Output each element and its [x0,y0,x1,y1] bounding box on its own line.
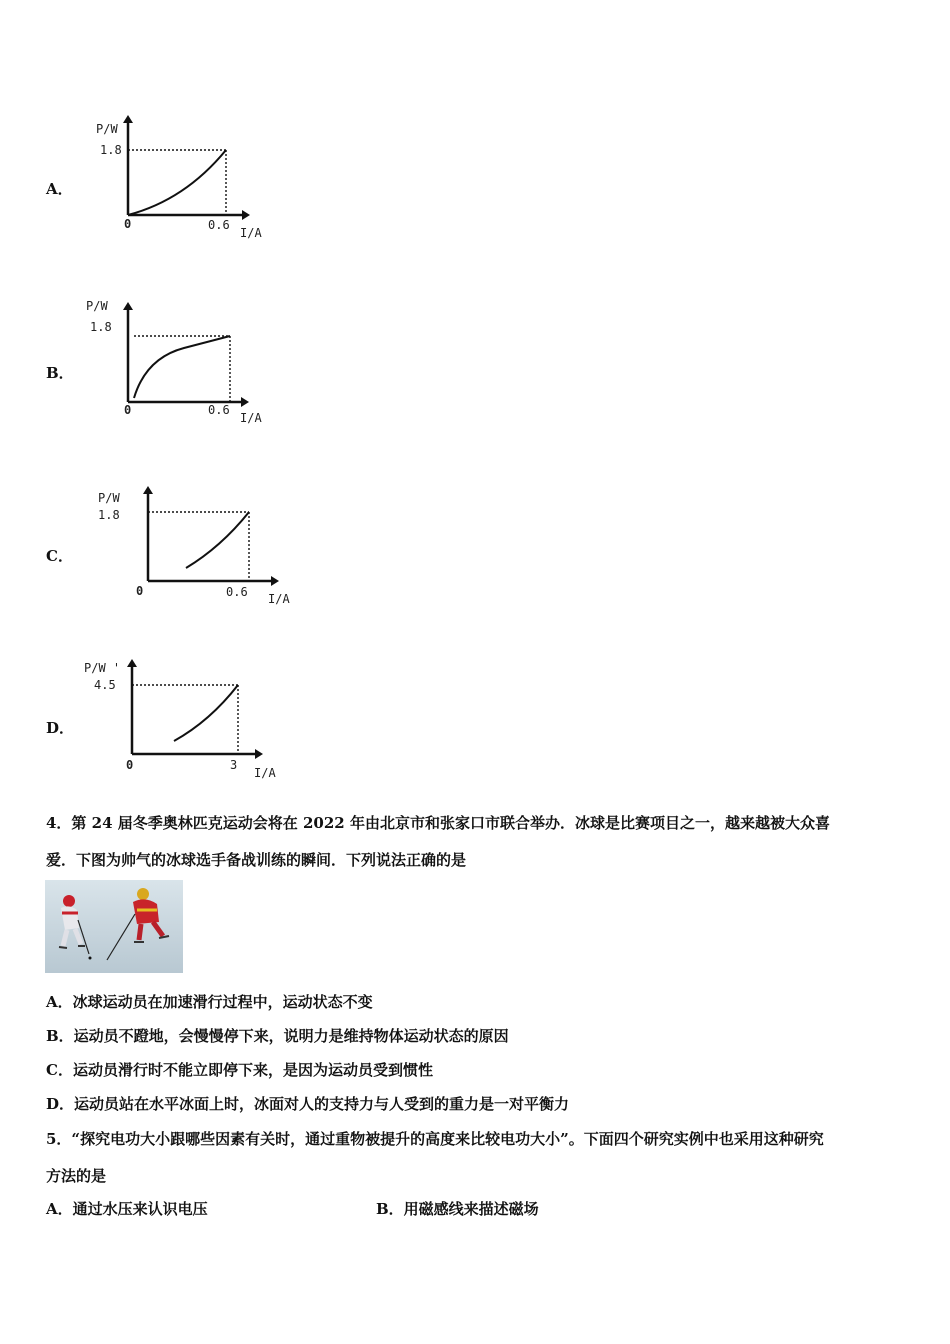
y-axis-label: P/W [96,122,118,136]
graph-c [96,482,296,616]
origin-label: 0 [124,217,132,231]
x-axis-label: I/A [240,226,262,240]
y-value-label: 1.8 [98,508,120,522]
origin-label: 0 [136,584,144,598]
x-axis-arrow [255,749,263,759]
graph-a-svg [90,115,270,245]
y-value-label: 1.8 [100,143,122,157]
ice-hockey-photo-svg [45,880,183,973]
graph-b-svg [84,300,264,430]
graph-b [84,300,264,434]
x-value-label: 0.6 [208,403,230,417]
x-value-label: 3 [230,758,238,772]
q5-stem-line2: 方法的是 [46,1167,107,1185]
q5-stem-line1: 5．“探究电功大小跟哪些因素有关时，通过重物被提升的高度来比较电功大小”。下面四个研究实例中也采用这种研究 [46,1130,824,1148]
x-axis-label: I/A [268,592,290,606]
x-axis-arrow [271,576,279,586]
curve [174,685,238,741]
option-a-label: A． [46,180,73,198]
q4-option-a: A．冰球运动员在加速滑行过程中，运动状态不变 [46,993,373,1011]
x-axis-label: I/A [240,411,262,425]
q4-stem-line2: 爱．下图为帅气的冰球选手备战训练的瞬间．下列说法正确的是 [46,851,467,869]
y-value-label: 4.5 [94,678,116,692]
y-axis-label: P/W [98,491,120,505]
curve [128,150,226,215]
y-axis-arrow [127,659,137,667]
y-value-label: 1.8 [90,320,112,334]
y-axis-label: P/W ' [84,661,121,675]
q4-option-c: C．运动员滑行时不能立即停下来，是因为运动员受到惯性 [46,1061,433,1079]
y-axis-arrow [143,486,153,494]
x-value-label: 0.6 [208,218,230,232]
option-c-label: C． [46,547,73,565]
y-axis-arrow [123,115,133,123]
curve [134,336,230,398]
x-axis-arrow [241,397,249,407]
y-axis-arrow [123,302,133,310]
x-axis-arrow [242,210,250,220]
curve [186,512,249,568]
y-axis-label: P/W [86,299,108,313]
q5-option-b: B．用磁感线来描述磁场 [376,1200,539,1218]
q5-option-a: A．通过水压来认识电压 [46,1200,208,1218]
q4-option-d: D．运动员站在水平冰面上时，冰面对人的支持力与人受到的重力是一对平衡力 [46,1095,570,1113]
graph-d-svg [82,655,282,785]
x-value-label: 0.6 [226,585,248,599]
q4-stem-line1: 4．第 24 届冬季奥林匹克运动会将在 2022 年由北京市和张家口市联合举办．冰球是比赛项目之一，越来越被大众喜 [46,814,830,832]
graph-a [90,115,270,249]
origin-label: 0 [124,403,132,417]
graph-d [82,655,282,789]
x-axis-label: I/A [254,766,276,780]
q4-option-b: B．运动员不蹬地，会慢慢停下来，说明力是维持物体运动状态的原因 [46,1027,509,1045]
ice-hockey-photo [45,880,183,973]
option-b-label: B． [46,364,74,382]
option-d-label: D． [46,719,75,737]
graph-c-svg [96,482,296,612]
origin-label: 0 [126,758,134,772]
